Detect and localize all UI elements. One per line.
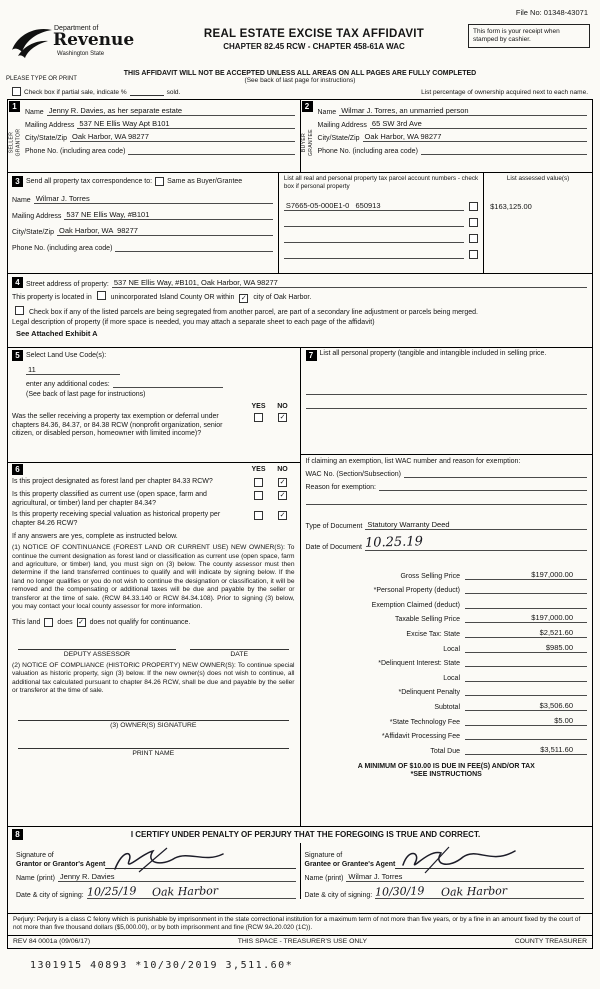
- correspondence-name-value[interactable]: Wilmar J. Torres: [34, 194, 273, 204]
- seller-side-word-1: SELLER: [8, 131, 14, 153]
- reason-line-2[interactable]: [306, 491, 588, 505]
- correspondence-name-label: Name: [12, 197, 31, 204]
- notice-compliance-body: NEW OWNER(S): To continue special valuation as historic property, sign (3) below. If the new owner(s) does not wish to continue, all additional tax calculated pursuant to chapter 84.26 RCW, shall be due and payable by the seller or transferor at the time of sale.: [12, 661, 295, 694]
- property-location-section: [8, 274, 592, 348]
- send-correspondence-label: Send all property tax correspondence to:: [26, 178, 153, 185]
- buyer-address-value[interactable]: 65 SW 3rd Ave: [370, 119, 587, 129]
- unincorporated-checkbox[interactable]: [97, 291, 106, 300]
- buyer-name-value[interactable]: Wilmar J. Torres, an unmarried person: [339, 106, 587, 116]
- seller-address-value[interactable]: 537 NE Ellis Way Apt B101: [77, 119, 294, 129]
- doc-date-label: Date of Document: [305, 544, 362, 551]
- grantor-date-city-label: Date & city of signing:: [16, 892, 84, 899]
- exemption-label: If claiming an exemption, list WAC number and reason for exemption:: [305, 458, 521, 465]
- section-2-number: 2: [302, 101, 313, 112]
- legal-description-value[interactable]: See Attached Exhibit A: [16, 329, 98, 338]
- assessed-header: List assessed value(s): [506, 175, 570, 182]
- personal-property-section: [301, 348, 593, 455]
- document-block: [301, 515, 593, 551]
- street-address-value[interactable]: 537 NE Ellis Way, #B101, Oak Harbor, WA 98277: [112, 278, 587, 288]
- if-yes-note: If any answers are yes, complete as instructed below.: [12, 533, 178, 541]
- fin-label: *State Technology Fee: [389, 718, 460, 726]
- parties-section: [8, 100, 592, 173]
- seller-side-word-2: GRANTOR: [14, 128, 21, 156]
- does-not-label: does not qualify for continuance.: [89, 618, 191, 626]
- doc-type-value[interactable]: Statutory Warranty Deed: [365, 520, 587, 530]
- grantee-city-handwriting: Oak Harbor: [440, 884, 507, 899]
- owners-signature-label: (3) OWNER(S) SIGNATURE: [110, 722, 197, 730]
- s5-yes-checkbox[interactable]: [254, 413, 263, 422]
- section-3-number: 3: [12, 176, 23, 187]
- personal-property-line-2[interactable]: [306, 395, 588, 409]
- section-7-number: 7: [306, 350, 317, 361]
- partial-sale-checkbox[interactable]: [12, 87, 21, 96]
- partial-sale-label: Check box if partial sale, indicate %: [24, 89, 127, 96]
- certification-section: [8, 827, 592, 913]
- fin-value[interactable]: [465, 593, 587, 594]
- q3-no-checkbox[interactable]: ✓: [279, 512, 286, 520]
- s5-yes-header: YES: [251, 403, 266, 410]
- q1-no-checkbox[interactable]: ✓: [279, 479, 286, 486]
- seller-csz-label: City/State/Zip: [25, 135, 68, 142]
- financial-block: [301, 565, 593, 778]
- grantee-agent-label: Grantee or Grantee's Agent: [304, 860, 396, 868]
- buyer-csz-value[interactable]: Oak Harbor, WA 98277: [363, 132, 587, 142]
- please-type-note: PLEASE TYPE OR PRINT: [6, 76, 77, 82]
- exemption-block: [301, 455, 593, 505]
- s5-no-header: NO: [277, 403, 288, 410]
- grantee-signature-of-label: Signature of: [304, 852, 343, 860]
- q2-no-checkbox[interactable]: ✓: [279, 492, 286, 499]
- land-use-label: Select Land Use Code(s):: [26, 352, 107, 359]
- buyer-phone-value[interactable]: [421, 154, 587, 155]
- city-checkbox[interactable]: ✓: [240, 295, 247, 302]
- buyer-name-label: Name: [317, 109, 337, 116]
- grantor-name-print-label: Name (print): [16, 875, 55, 882]
- seller-name-value[interactable]: Jenny R. Davies, as her separate estate: [47, 106, 295, 116]
- parcel-1-personal-checkbox[interactable]: [469, 202, 478, 211]
- buyer-side-label: [301, 112, 314, 172]
- legal-description-label: Legal description of property (if more space is needed, you may attach a separate sheet to each page of the affidavit): [12, 319, 375, 326]
- section-5-number: 5: [12, 350, 23, 361]
- located-line: [12, 291, 587, 303]
- grantee-signature-field[interactable]: [395, 842, 584, 869]
- land-designation-section: [8, 463, 300, 826]
- fin-label: Excise Tax: State: [406, 630, 460, 638]
- notice-compliance-title: (2) NOTICE OF COMPLIANCE (HISTORIC PROPERTY): [12, 661, 181, 669]
- fin-label: *Delinquent Penalty: [398, 689, 460, 697]
- partial-sale-sold-label: sold.: [166, 89, 181, 96]
- notice-continuance-title: (1) NOTICE OF CONTINUANCE (FOREST LAND OR CURRENT USE): [12, 544, 229, 552]
- spacer: [12, 403, 247, 410]
- seller-phone-value[interactable]: [128, 154, 294, 155]
- correspondence-address-label: Mailing Address: [12, 213, 62, 220]
- notice-continuance-body: NEW OWNER(S): To continue the current designation as forest land or classification as current use (open space, farm and agriculture, or timber) land, you must sign on (3) below. The county assessor must then determine if the land transferred continues to qualify and will indicate by signing below. If the land no longer qualifies or you do not wish to continue the designation or classification, it will be removed and the compensating or additional taxes will be due and payable by the seller or transferor at the time of sale. (RCW 84.33.140 or RCW 84.34.108). Prior to signing (3) below, you may contact your local county assessor for more information.: [12, 544, 295, 611]
- s6-yes-header: YES: [251, 466, 266, 473]
- same-as-buyer-checkbox[interactable]: [155, 177, 164, 186]
- does-label: does: [57, 618, 73, 626]
- fin-label: Taxable Selling Price: [395, 616, 460, 624]
- assessed-values-block: [484, 173, 592, 273]
- grantor-date-city-value[interactable]: [87, 885, 296, 899]
- exemption-question: Was the seller receiving a property tax exemption or deferral under chapters 84.36, 84.37, or 84.38 RCW (nonprofit organization, senior citizen, or disabled person, homeowner with limited income)?: [12, 413, 223, 438]
- section-6-number: 6: [12, 464, 23, 475]
- land-use-section: [8, 348, 300, 463]
- segregated-line: [12, 306, 587, 316]
- form-chapter: CHAPTER 82.45 RCW - CHAPTER 458-61A WAC: [223, 42, 405, 51]
- personal-property-label: List all personal property (tangible and intangible included in selling price.: [319, 350, 547, 357]
- see-instructions-note: *SEE INSTRUCTIONS: [410, 770, 482, 778]
- fin-label: Exemption Claimed (deduct): [371, 601, 460, 609]
- perjury-notice: Perjury: Perjury is a class C felony which is punishable by imprisonment in the state correctional institution for a maximum term of not more than five years, or by a fine in an amount fixed by the court of not more than five thousand dollars ($5,000.00), or by both imprisonment and fine (RCW 9A.20.020 (1C)).: [8, 913, 592, 935]
- assessed-value-1[interactable]: $163,125.00: [490, 202, 532, 211]
- minimum-note: A MINIMUM OF $10.00 IS DUE IN FEE(S) AND/OR TAX: [357, 762, 535, 770]
- grantor-signature-field[interactable]: [105, 842, 295, 869]
- grantor-name-value[interactable]: Jenny R. Davies: [58, 872, 296, 882]
- fin-value[interactable]: $3,511.60: [465, 745, 587, 755]
- dor-logo: [10, 22, 160, 68]
- fin-label: Gross Selling Price: [400, 572, 460, 580]
- correspondence-address-value[interactable]: 537 NE Ellis Way, #B101: [64, 210, 272, 220]
- receipt-note-box: This form is your receipt when stamped by cashier.: [468, 24, 590, 48]
- personal-property-line-1[interactable]: [306, 381, 588, 395]
- seller-grantor-block: [8, 100, 301, 172]
- parcel-number-4[interactable]: [284, 258, 464, 259]
- middle-columns: [8, 348, 592, 827]
- county-treasurer-label: COUNTY TREASURER: [514, 937, 587, 945]
- unincorporated-label: unincorporated Island County OR within: [110, 294, 235, 301]
- seller-csz-value[interactable]: Oak Harbor, WA 98277: [70, 132, 294, 142]
- buyer-side-word-2: GRANTEE: [307, 128, 314, 156]
- buyer-side-word-1: BUYER: [300, 132, 307, 152]
- fin-value[interactable]: [465, 695, 587, 696]
- parcel-number-1[interactable]: S7665-05-000E1-0 650913: [284, 201, 464, 211]
- dor-swoosh-icon: [10, 24, 56, 66]
- parcel-numbers-block: [279, 173, 484, 273]
- treasurer-stamp: 1301915 40893 *10/30/2019 3,511.60*: [30, 960, 294, 971]
- s6-no-header: NO: [277, 466, 288, 473]
- deputy-date-line[interactable]: [190, 640, 289, 650]
- fin-label: Local: [443, 674, 460, 682]
- rev-number: REV 84 0001a (09/06/17): [13, 937, 91, 945]
- does-not-checkbox[interactable]: ✓: [78, 618, 85, 626]
- form-title: REAL ESTATE EXCISE TAX AFFIDAVIT: [203, 28, 425, 40]
- buyer-phone-label: Phone No. (including area code): [317, 148, 418, 155]
- parcel-header: List all real and personal property tax parcel account numbers - check box if personal property: [283, 175, 479, 190]
- logo-revenue-text: Revenue: [53, 30, 135, 50]
- form-header: [10, 22, 590, 68]
- treasurer-space-label: THIS SPACE - TREASURER'S USE ONLY: [237, 937, 368, 945]
- fin-value[interactable]: [465, 666, 587, 667]
- fin-label: Total Due: [430, 747, 460, 755]
- grantor-agent-label: Grantor or Grantor's Agent: [16, 860, 106, 868]
- correspondence-phone-label: Phone No. (including area code): [12, 245, 113, 252]
- buyer-address-label: Mailing Address: [317, 122, 367, 129]
- parcel-4-personal-checkbox[interactable]: [469, 250, 478, 259]
- fin-value[interactable]: $3,506.60: [465, 701, 587, 711]
- fin-value[interactable]: [465, 739, 587, 740]
- grantee-name-value[interactable]: Wilmar J. Torres: [346, 872, 584, 882]
- partial-sale-percent-field[interactable]: [130, 88, 164, 96]
- certify-statement: I CERTIFY UNDER PENALTY OF PERJURY THAT THE FOREGOING IS TRUE AND CORRECT.: [130, 830, 481, 839]
- buyer-csz-label: City/State/Zip: [317, 135, 360, 142]
- additional-codes-label: enter any additional codes:: [26, 381, 110, 388]
- q2-yes-checkbox[interactable]: [254, 491, 263, 500]
- left-column: [8, 348, 301, 826]
- parcel-3-personal-checkbox[interactable]: [469, 234, 478, 243]
- grantor-date-handwriting: 10/25/19: [86, 884, 137, 899]
- located-prefix: This property is located in: [12, 294, 92, 301]
- deputy-assessor-label: DEPUTY ASSESSOR: [63, 650, 131, 658]
- current-use-question: Is this property classified as current use (open space, farm and agricultural, or timber) land per chapter 84.34?: [12, 491, 207, 507]
- fin-value[interactable]: $197,000.00: [465, 613, 587, 623]
- partial-sale-row: [12, 87, 588, 96]
- grantee-date-city-value[interactable]: [375, 885, 584, 899]
- fin-value[interactable]: $197,000.00: [465, 570, 587, 580]
- does-checkbox[interactable]: [44, 618, 53, 627]
- tax-correspondence-section: [8, 173, 592, 274]
- land-use-code-value[interactable]: 11: [26, 365, 120, 375]
- grantor-city-handwriting: Oak Harbor: [151, 884, 219, 899]
- seller-address-label: Mailing Address: [25, 122, 75, 129]
- segregated-label: Check box if any of the listed parcels are being segregated from another parcel, are part of a secondary line adjustment or parcels being merged.: [28, 309, 478, 316]
- seller-side-label: [8, 112, 21, 172]
- section-1-number: 1: [9, 101, 20, 112]
- grantee-date-handwriting: 10/30/19: [375, 884, 425, 899]
- grantor-signature-of-label: Signature of: [16, 852, 54, 860]
- grantee-date-city-label: Date & city of signing:: [304, 892, 373, 899]
- historic-property-question: Is this property receiving special valuation as historical property per chapter 84.26 RCW?: [12, 511, 221, 527]
- right-column: [301, 348, 593, 826]
- print-name-line[interactable]: [18, 739, 289, 749]
- additional-codes-value[interactable]: [113, 379, 223, 388]
- segregated-checkbox[interactable]: [15, 306, 24, 315]
- forest-land-question: Is this project designated as forest land per chapter 84.33 RCW?: [12, 478, 213, 485]
- deputy-date-label: DATE: [230, 650, 248, 658]
- form-body: [7, 99, 593, 949]
- reason-label: Reason for exemption:: [305, 484, 376, 491]
- see-back-line: (See back of last page for instructions): [244, 77, 356, 84]
- grantee-name-print-label: Name (print): [304, 875, 344, 882]
- doc-date-handwriting: 10.25.19: [364, 534, 423, 551]
- street-address-label: Street address of property:: [26, 281, 109, 288]
- wac-value[interactable]: [404, 477, 587, 478]
- notice-continuance: [12, 544, 295, 612]
- buyer-grantee-block: [301, 100, 593, 172]
- title-block: [160, 22, 468, 51]
- fin-label: *Personal Property (deduct): [373, 587, 460, 595]
- fin-value[interactable]: $2,521.60: [465, 628, 587, 638]
- logo-dept-text: Department of: [54, 25, 99, 32]
- grantor-signature: [109, 845, 229, 875]
- correspondence-block: [8, 173, 279, 273]
- fin-value[interactable]: [465, 681, 587, 682]
- grantee-signature: [399, 845, 519, 875]
- see-back-note: (See back of last page for instructions): [26, 391, 146, 398]
- warning-line: THIS AFFIDAVIT WILL NOT BE ACCEPTED UNLESS ALL AREAS ON ALL PAGES ARE FULLY COMPLETED: [123, 70, 477, 77]
- fin-label: *Delinquent Interest: State: [378, 660, 460, 668]
- logo-state-text: Washington State: [57, 51, 105, 57]
- same-as-buyer-label: Same as Buyer/Grantee: [167, 178, 243, 185]
- deputy-assessor-sign-line[interactable]: [18, 640, 176, 650]
- fin-value[interactable]: [465, 608, 587, 609]
- wac-label: WAC No. (Section/Subsection): [305, 471, 401, 478]
- parcel-2-personal-checkbox[interactable]: [469, 218, 478, 227]
- s5-no-checkbox[interactable]: ✓: [279, 414, 286, 421]
- grantor-signature-block: [12, 843, 300, 899]
- doc-type-label: Type of Document: [305, 523, 363, 530]
- this-land-label: This land: [12, 618, 41, 626]
- owners-signature-line[interactable]: [18, 711, 289, 721]
- reason-value[interactable]: [379, 490, 587, 491]
- file-number: File No: 01348-43071: [515, 8, 588, 17]
- section-8-number: 8: [12, 829, 23, 840]
- section-4-number: 4: [12, 277, 23, 288]
- q3-yes-checkbox[interactable]: [254, 511, 263, 520]
- grantee-signature-block: [300, 843, 589, 899]
- print-name-label: PRINT NAME: [132, 750, 175, 758]
- doc-date-value[interactable]: [365, 535, 587, 551]
- correspondence-csz-label: City/State/Zip: [12, 229, 55, 236]
- correspondence-csz-value[interactable]: Oak Harbor, WA 98277: [57, 226, 273, 236]
- ownership-note: List percentage of ownership acquired next to each name.: [421, 89, 588, 96]
- form-footer: [8, 935, 592, 948]
- fin-label: Subtotal: [434, 703, 460, 711]
- q1-yes-checkbox[interactable]: [254, 478, 263, 487]
- fin-value[interactable]: $985.00: [465, 643, 587, 653]
- correspondence-phone-value[interactable]: [115, 251, 272, 252]
- notice-compliance: [12, 662, 295, 696]
- seller-phone-label: Phone No. (including area code): [25, 148, 126, 155]
- fin-value[interactable]: $5.00: [465, 716, 587, 726]
- city-label: city of Oak Harbor.: [253, 294, 312, 301]
- seller-name-label: Name: [25, 109, 44, 116]
- fin-label: *Affidavit Processing Fee: [381, 733, 460, 741]
- fin-label: Local: [443, 645, 460, 653]
